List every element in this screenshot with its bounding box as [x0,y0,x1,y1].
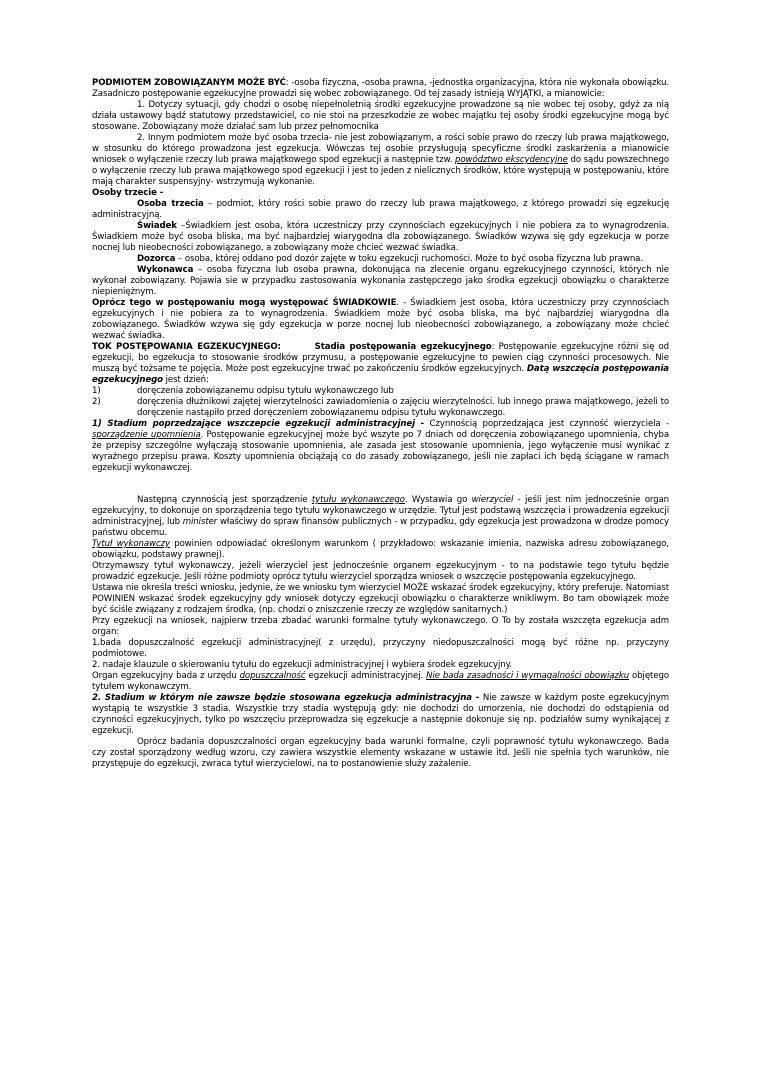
bold-heading: Oprócz tego w postępowaniu mogą występować ŚWIADKOWIE [92,298,397,308]
spacer [281,342,315,352]
paragraph-klauzula [92,660,669,671]
text: Ustawa nie określa treści wniosku, jedynie, że we wniosku tym wierzyciel MOŻE wskazać środek egzekucyjny, który preferuje. Natomiast POWINIEN wskazać środek egzekucyjny gdy wniosek dotyczy egzekucji obowiązku o charakterze wnikliwym. Bo tam obowiązek może być ściśle związany z rodzajem środka, (np. chodzi o zniszczenie rzeczy ze względów sanitarnych.) [92,583,669,615]
list-item [92,386,669,397]
underlined-term: powództwo ekscydencyjne [455,155,568,165]
paragraph-organ-bada [92,671,669,693]
text: Nie zawsze w każdym poste egzekucyjnym wystąpią te wszystkie 3 stadia. Wszystkie trzy stadia występują gdy: nie dochodzi do umorzenia, nie dochodzi do odstąpienia od czynności egzekucyjnych, tylko po wszczęciu przeprowadza się egzekucje a następnie dokonuje się np. podziałów sumy wynikającej z egzekucji. [92,693,669,736]
paragraph-swiadkowie [92,298,669,342]
text: –Świadkiem jest osoba, która uczestniczy przy czynnościach egzekucyjnych i nie pobiera za to wynagrodzenia. Świadkiem może być osoba bliska, ma być najbardziej wiarygodna dla zobowiązanego. Świadków wzywa się gdy egzekucja w porze nocnej lub nieobecności zobowiązanego, a zobowiązany może chcieć wezwać świadka. [92,221,669,253]
text: 2. nadaje klauzule o skierowaniu tytułu do egzekucji administracyjnej i wybiera środek egzekucyjny. [92,660,512,670]
paragraph-dozorca [92,254,669,265]
text: Otrzymawszy tytuł wykonawczy, jeżeli wierzyciel jest jednocześnie organem egzekucyjnym - to na podstawie tego tytułu będzie prowadzić egzekucje. Jeśli różne podmioty oprócz tytułu wierzyciel sporządza wniosek o wszczęcie postępowania egzekucyjnego. [92,561,669,582]
bold-term: Świadek [137,221,177,231]
paragraph-stadium-2 [92,693,669,737]
paragraph-przy-egzekucji [92,616,669,638]
text: : -osoba fizyczna, -osoba prawna, -jednostka organizacyjna, która nie wykonała obowiązku. Zasadniczo postępowanie egzekucyjne prowadzi się wobec zobowiązanego. Od tej zasady istnieją WYJĄTKI, a mianowicie: [92,78,670,99]
text: 1. Dotyczy sytuacji, gdy chodzi o osobę niepełnoletnią środki egzekucyjne prowadzone są nie wobec tej osoby, gdyż za nią działa ustawowy bądź statutowy przedstawiciel, co nie stoi na przeszkodzie ze wobec majątku tej osoby środki egzekucyjne mogą być stosowane. Zobowiązany może działać sam lub przez pełnomocnika [92,100,669,132]
bold-heading: TOK POSTĘPOWANIA EGZEKUCYJNEGO: [92,342,281,352]
italic-term: minister [182,517,218,527]
paragraph-oprocz-badania [92,737,669,770]
bold-italic-term: Datą wszczęcia postępowania egzekucyjnego [92,364,669,385]
paragraph-exception-2 [92,133,669,188]
text: 2. Innym podmiotem może być osoba trzecia- nie jest zobowiązanym, a rości sobie prawo do rzeczy lub prawa majątkowego, w stosunku do którego prowadzona jest egzekucja. Wówczas tej osobie przysługują specyficzne środki zaskarżenia a mianowicie wniosek o wyłączenie rzeczy lub prawa majątkowego spod egzekucji a następnie tzw. [92,133,669,165]
text: . Wystawia go [404,495,472,505]
text: . Postępowanie egzekucyjnej może być wszyte po 7 dniach od doręczenia zobowiązanego upomnienia, chyba że przepisy szczególne wyłączają stosowanie upomnienia, ale zasada jest stosowanie upomnienia, jego wyłączenie musi wynikać z wyraźnego przepisu prawa. Koszty upomnienia obciążają co do zasady zobowiązanego, jeśli nie zapłaci ich będą ściągane w ramach egzekucji wykonawczej. [92,430,669,473]
paragraph-zobowiazany [92,78,669,100]
list-text: doręczenia zobowiązanemu odpisu tytułu wykonawczego lub [137,386,394,396]
text: - jeśli jest nim jednocześnie organ egzekucyjny, to dokonuje on sporządzenia tego tytułu wykonawczego w urzędzie. Tytuł jest podstawą wszczęcia i prowadzenia egzekucji administracyjnej, lub [92,495,670,527]
bold-italic-heading: 1) Stadium poprzedzające wszczepcie egzekucji administracyjnej - [92,419,425,429]
paragraph-exception-1 [92,100,669,133]
italic-term: wierzyciel [471,495,514,505]
paragraph-stadium-1 [92,419,669,474]
list-item [92,397,669,419]
bold-heading: Stadia postępowania egzekucyjnego [314,342,492,352]
list-number: 2) [92,397,101,407]
bold-term: Wykonawca [137,265,194,275]
bold-term: Dozorca [137,254,176,264]
section-heading-osoby-trzecie [92,188,669,199]
text: Organ egzekucyjny bada z urzędu [92,671,240,681]
text: Następną czynnością jest sporządzenie [137,495,312,505]
text: objętego tytułem wykonawczym. [92,671,669,692]
text: Czynnością poprzedzająca jest czynność wierzyciela - [424,419,669,429]
paragraph-tok-postepowania [92,342,669,386]
paragraph-osoba-trzecia [92,199,669,221]
underlined-term: dopuszczalność [239,671,306,681]
bold-heading: PODMIOTEM ZOBOWIĄZANYM MOŻE BYĆ [92,78,286,88]
text: : Postępowanie egzekucyjne różni się od egzekucji, bo egzekucja to stosowanie środków przymusu, a postępowanie egzekucyjne to pewien ciąg czynności procesowych. Nie muszą być tożsame te pojęcia. Może post egzekucyjne trwać po zakończeniu środków egzekucyjnych. [92,342,669,374]
text: właściwy do spraw finansów publicznych - w przypadku, gdy egzekucja jest prowadzona w drodze pomocy państwu obcemu. [92,517,669,538]
underlined-term: tytułu wykonawczego [311,495,405,505]
paragraph-bada [92,638,669,660]
paragraph-otrzymawszy [92,561,669,583]
paragraph-ustawa [92,583,669,616]
text: – osoba, której oddano pod dozór zajęte w toku egzekucji ruchomości. Może to być osoba fizyczna lub prawna. [175,254,643,264]
underlined-term: Nie bada zasadności i wymagalności obowiązku [426,671,630,681]
text: do sądu powszechnego o wyłączenie rzeczy lub prawa majątkowego spod egzekucji i jest to jeden z nielicznych środków, które występują w postępowaniu, które mają charakter suspensyjny- wstrzymują wykonanie. [92,155,669,187]
text: egzekucji administracyjnej. [305,671,427,681]
paragraph-swiadek [92,221,669,254]
paragraph-gap [92,474,669,495]
underlined-term: sporządzenie upomnienia [92,430,201,440]
text: 1.bada dopuszczalność egzekucji administracyjnej( z urzędu), przyczyny niedopuszczalności mogą być różne np. przyczyny podmiotowe. [92,638,669,659]
bold-term: Osoba trzecia [137,199,204,209]
text: Przy egzekucji na wniosek, najpierw trzeba zbadać warunki formalne tytuły wykonawczego. O To by została wszczęta egzekucja adm organ: [92,616,669,637]
text: powinien odpowiadać określonym warunkom ( przykładowo: wskazanie imienia, nazwiska adresu zobowiązanego, obowiązku, podstawy prawnej). [92,539,669,560]
text: – podmiot, który rości sobie prawo do rzeczy lub prawa majątkowego, z którego prowadzi się egzekucję administracyjną. [92,199,670,220]
bold-heading: Osoby trzecie - [92,188,164,198]
paragraph-tytul-wykonawczy [92,495,669,539]
paragraph-wykonawca [92,265,669,298]
list-text: doręczenia dłużnikowi zajętej wierzytelności zawiadomienia o zajęciu wierzytelności. lub innego prawa majątkowego, jeżeli to doręczenie nastąpiło przed doręczeniem zobowiązanemu odpisu tytułu wykonawczego. [137,397,669,418]
text: jest dzień: [163,375,209,385]
bold-italic-heading: 2. Stadium w którym nie zawsze będzie stosowana egzekucja administracyjna - [92,693,480,703]
list-number: 1) [92,386,101,396]
text: – osoba fizyczna lub osoba prawna, dokonująca na zlecenie organu egzekucyjnego czynności, których nie wykonał zobowiązany. Pojawia sie w przypadku zastosowania wykonania zastępczego jako środka egzekucji obowiązku o charakterze niepieniężnym. [92,265,669,297]
paragraph-warunki [92,539,669,561]
underlined-term: Tytuł wykonawczy [92,539,170,549]
text: . - Świadkiem jest osoba, która uczestniczy przy czynnościach egzekucyjnych i nie pobiera za to wynagrodzenia. Świadkiem może być osoba bliska, ma być najbardziej wiarygodna dla zobowiązanego. Świadków wzywa się gdy egzekucja w porze nocnej lub nieobecności zobowiązanego, a zobowiązany może chcieć wezwać świadka. [92,298,669,341]
text: Oprócz badania dopuszczalności organ egzekucyjny bada warunki formalne, czyli poprawność tytułu wykonawczego. Bada czy został sporządzony według wzoru, czy zawiera wszystkie elementy wskazane w ustawie itd. Jeśli nie spełnia tych warunków, nie przystępuje do egzekucji, zwraca tytuł wierzycielowi, na to postanowienie służy zażalenie. [92,737,669,769]
